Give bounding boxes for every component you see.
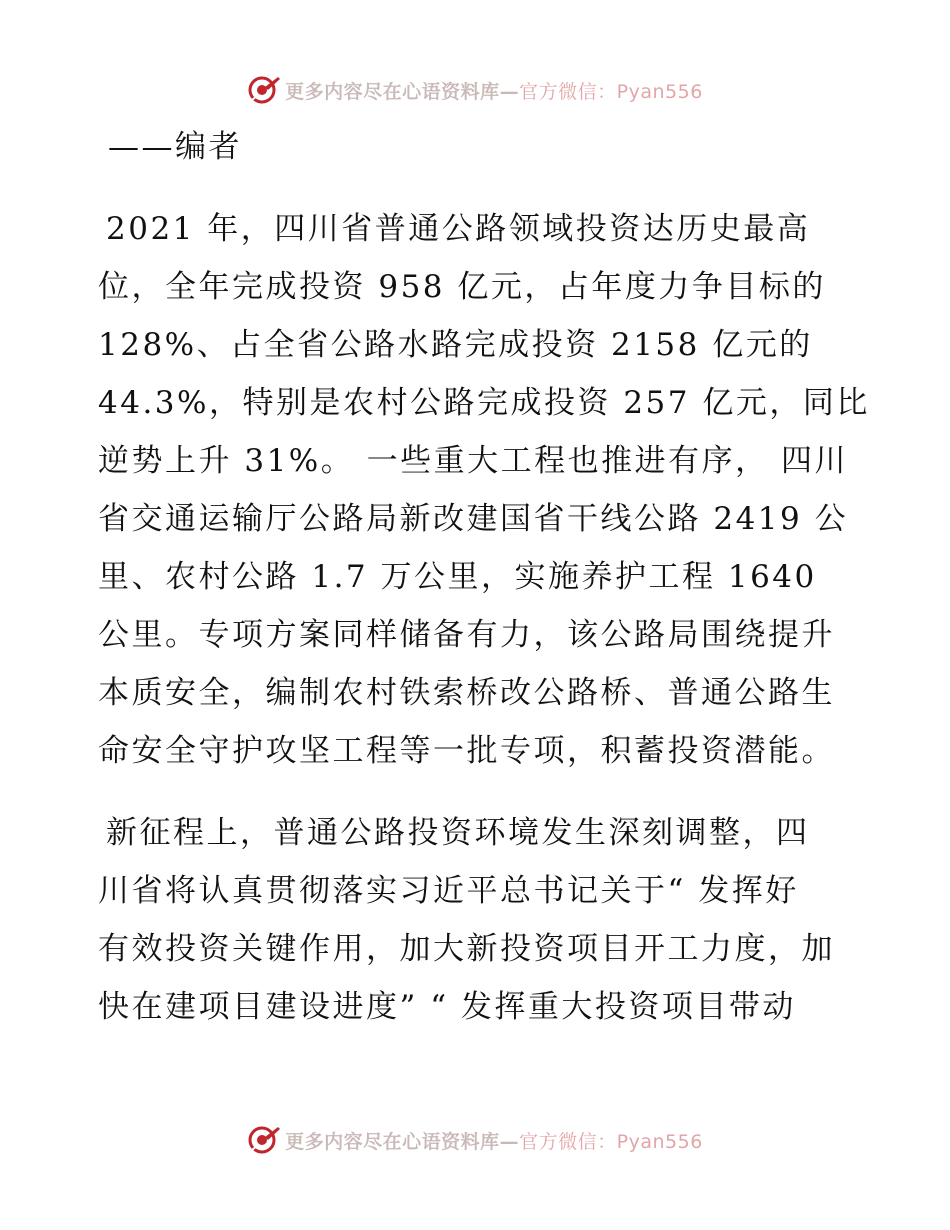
watermark-contact-text: 官方微信：Pyan556: [519, 1130, 703, 1153]
pen-logo-icon: [247, 1123, 281, 1157]
document-body: [98, 118, 870, 1036]
paragraph-line: 公里。专项方案同样储备有力，该公路局围绕提升: [98, 617, 835, 653]
watermark-contact-text: 官方微信：Pyan556: [519, 80, 703, 103]
pen-logo-icon: [247, 73, 281, 107]
paragraph-line: 位，全年完成投资 958 亿元，占年度力争目标的: [98, 269, 826, 305]
paragraph-line: 128%、占全省公路水路完成投资 2158 亿元的: [98, 327, 813, 363]
watermark-main-text: 更多内容尽在心语资料库—: [285, 1130, 520, 1153]
byline: ——编者: [108, 129, 242, 165]
paragraph-line: 44.3%，特别是农村公路完成投资 257 亿元，同比: [98, 385, 870, 421]
paragraph-line: 新征程上，普通公路投资环境发生深刻调整，四: [106, 815, 810, 851]
paragraph-line: 里、农村公路 1.7 万公里，实施养护工程 1640: [98, 559, 817, 595]
paragraph-line: 本质安全，编制农村铁索桥改公路桥、普通公路生: [98, 675, 835, 711]
watermark-footer: [0, 1122, 950, 1158]
paragraph-line: 有效投资关键作用，加大新投资项目开工力度，加: [98, 931, 835, 967]
paragraph-line: 省交通运输厅公路局新改建国省干线公路 2419 公: [98, 501, 849, 537]
paragraph-line: 2021 年，四川省普通公路领域投资达历史最高: [106, 211, 811, 247]
paragraph-line: 快在建项目建设进度” “ 发挥重大投资项目带动: [98, 989, 796, 1025]
watermark-main-text: 更多内容尽在心语资料库—: [285, 80, 520, 103]
paragraph-line: 命安全守护攻坚工程等一批专项，积蓄投资潜能。: [98, 733, 835, 769]
paragraph-line: 逆势上升 31%。 一些重大工程也推进有序， 四川: [98, 443, 848, 479]
paragraph-2: [98, 804, 858, 1036]
watermark-header: [0, 72, 950, 108]
paragraph-line: 川省将认真贯彻落实习近平总书记关于“ 发挥好: [98, 873, 799, 909]
paragraph-1: [98, 200, 870, 780]
